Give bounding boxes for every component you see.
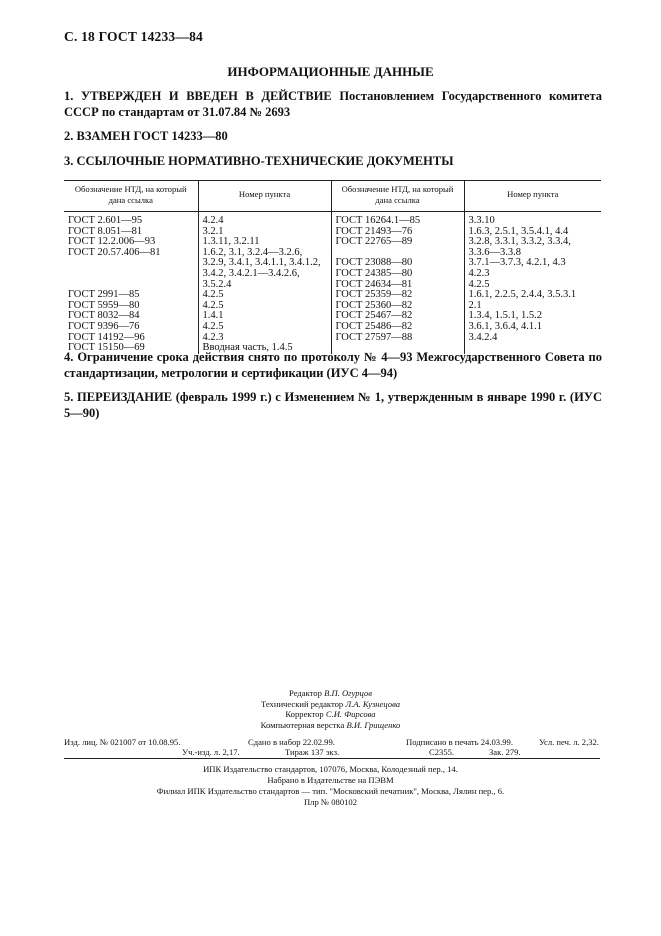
table-cell: ГОСТ 25359—82 — [335, 289, 413, 301]
table-cell: 3.2.8, 3.3.1, 3.3.2, 3.3.4, — [468, 236, 571, 248]
table-cell: 3.4.2.4 — [468, 331, 498, 343]
table-cell: 4.2.5 — [202, 299, 224, 311]
clause-column-1 — [198, 212, 331, 354]
imprint — [0, 764, 661, 808]
header-clause-2: Номер пункта — [464, 181, 601, 212]
table-cell: 1.6.1, 2.2.5, 2.4.4, 3.5.3.1 — [468, 289, 577, 301]
license: Изд. лиц. № 021007 от 10.08.95. — [64, 737, 181, 747]
table-cell: 3.3.10 — [468, 215, 495, 226]
tech-editor-name: Л.А. Кузнецова — [345, 698, 401, 709]
credits — [0, 688, 661, 730]
layout-name: В.И. Грищенко — [346, 719, 401, 730]
circulation: Тираж 137 экз. — [285, 747, 340, 757]
header-designation-1: Обозначение НТД, на который дана ссылка — [64, 181, 198, 212]
clause-column-2 — [464, 212, 601, 354]
imprint-line: ИПК Издательство стандартов, 107076, Москва, Колодезный пер., 14. — [203, 764, 458, 774]
section-5 — [64, 389, 602, 421]
table-cell: ГОСТ 25467—82 — [335, 310, 413, 322]
editor-name: В.П. Огурцов — [324, 688, 372, 698]
table-cell: ГОСТ 23088—80 — [335, 257, 413, 269]
table-cell: ГОСТ 20.57.406—81 — [68, 246, 161, 258]
layout-label: Компьютерная верстка — [260, 719, 345, 730]
order-number: Зак. 279. — [489, 747, 521, 757]
table-cell: 1.3.11, 3.2.11 — [202, 236, 260, 248]
table-cell: ГОСТ 22765—89 — [335, 236, 413, 248]
section-5-number: 5. — [64, 390, 74, 404]
table-cell: ГОСТ 25360—82 — [335, 299, 413, 311]
section-3-number: 3. — [64, 154, 74, 168]
section-2-number: 2. — [64, 129, 74, 143]
table-cell: 4.2.4 — [202, 215, 224, 226]
table-cell: ГОСТ 14192—96 — [68, 331, 145, 343]
table-cell: 3.3.6—3.3.8 — [468, 246, 521, 258]
table-cell — [68, 258, 194, 269]
section-2-text: ВЗАМЕН ГОСТ 14233—80 — [76, 129, 228, 143]
table-cell: ГОСТ 27597—88 — [335, 331, 413, 343]
table-cell: 3.7.1—3.7.3, 4.2.1, 4.3 — [468, 257, 566, 269]
page-title: ИНФОРМАЦИОННЫЕ ДАННЫЕ — [227, 64, 434, 79]
table-cell: ГОСТ 15150—69 — [68, 342, 145, 354]
table-cell: 3.5.2.4 — [202, 278, 232, 290]
section-1 — [64, 88, 602, 120]
table-cell: 4.2.3 — [468, 267, 490, 279]
table-cell: 1.3.4, 1.5.1, 1.5.2 — [468, 310, 542, 322]
section-5-text: ПЕРЕИЗДАНИЕ (февраль 1999 г.) с Изменением № 1, утвержденным в январе 1990 г. (ИУС 5—90) — [64, 390, 603, 420]
table-cell: 1.6.2, 3.1, 3.2.4—3.2.6, — [202, 246, 303, 258]
designation-column-2 — [331, 212, 464, 354]
table-cell: 2.1 — [468, 299, 482, 311]
table-cell: ГОСТ 9396—76 — [68, 320, 140, 332]
section-1-number: 1. — [64, 89, 74, 103]
table-cell: ГОСТ 24385—80 — [335, 267, 413, 279]
table-cell: ГОСТ 21493—76 — [335, 225, 413, 237]
table-cell: ГОСТ 25486—82 — [335, 320, 413, 332]
table-cell: ГОСТ 2.601—95 — [68, 215, 143, 226]
edition-sheets: Уч.-изд. л. 2,17. — [182, 747, 240, 757]
table-cell: 1.4.1 — [202, 310, 224, 322]
print-date: Подписано в печать 24.03.99. — [406, 737, 513, 747]
table-cell: 4.2.5 — [202, 320, 224, 332]
references-table — [64, 180, 601, 354]
section-3 — [64, 153, 602, 169]
typeset-date: Сдано в набор 22.02.99. — [248, 737, 335, 747]
table-cell: ГОСТ 8032—84 — [68, 310, 140, 322]
table-cell: 3.4.2, 3.4.2.1—3.4.2.6, — [202, 267, 300, 279]
imprint-line: Плр № 080102 — [303, 797, 358, 807]
table-cell: ГОСТ 12.2.006—93 — [68, 236, 156, 248]
table-cell: 4.2.5 — [202, 289, 224, 301]
corrector-name: С.И. Фирсова — [325, 709, 376, 720]
table-cell: 4.2.5 — [468, 278, 490, 290]
table-cell: ГОСТ 5959—80 — [68, 299, 140, 311]
section-4-number: 4. — [64, 350, 74, 364]
tech-editor-label: Технический редактор — [260, 698, 344, 709]
table-cell — [68, 269, 194, 280]
table-cell: Вводная часть, 1.4.5 — [202, 342, 293, 354]
section-2 — [64, 128, 602, 144]
header-clause-1: Номер пункта — [198, 181, 331, 212]
table-cell: 3.2.1 — [202, 225, 224, 237]
divider — [64, 758, 600, 759]
table-cell: 3.2.9, 3.4.1, 3.4.1.1, 3.4.1.2, — [202, 257, 321, 269]
imprint-line: Филиал ИПК Издательство стандартов — тип. "Московский печатник", Москва, Лялин пер., 6. — [156, 786, 505, 796]
table-cell: 4.2.3 — [202, 331, 224, 343]
section-4 — [64, 349, 602, 381]
section-3-text: ССЫЛОЧНЫЕ НОРМАТИВНО-ТЕХНИЧЕСКИЕ ДОКУМЕНТЫ — [76, 154, 454, 168]
section-4-text: Ограничение срока действия снято по протоколу № 4—93 Межгосударственного Совета по стандартизации, метрологии и сертификации (ИУС 4—94) — [64, 350, 603, 380]
print-sheets: Усл. печ. л. 2,32. — [538, 737, 599, 747]
code: С2355. — [429, 747, 455, 757]
table-cell: ГОСТ 24634—81 — [335, 278, 413, 290]
section-1-text: УТВЕРЖДЕН И ВВЕДЕН В ДЕЙСТВИЕ Постановлением Государственного комитета СССР по стандартам от 31.07.84 № 2693 — [64, 89, 603, 119]
header-designation-2: Обозначение НТД, на который дана ссылка — [331, 181, 464, 212]
table-cell: ГОСТ 2991—85 — [68, 289, 140, 301]
editor-label: Редактор — [289, 688, 322, 698]
corrector-label: Корректор — [285, 709, 324, 720]
imprint-line: Набрано в Издательстве на ПЭВМ — [267, 775, 394, 785]
table-cell: 1.6.3, 2.5.1, 3.5.4.1, 4.4 — [468, 225, 569, 237]
page-header: С. 18 ГОСТ 14233—84 — [64, 29, 203, 44]
table-cell: ГОСТ 16264.1—85 — [335, 215, 421, 226]
table-cell: ГОСТ 8.051—81 — [68, 225, 143, 237]
table-cell: 3.6.1, 3.6.4, 4.1.1 — [468, 320, 542, 332]
designation-column-1 — [64, 212, 198, 354]
